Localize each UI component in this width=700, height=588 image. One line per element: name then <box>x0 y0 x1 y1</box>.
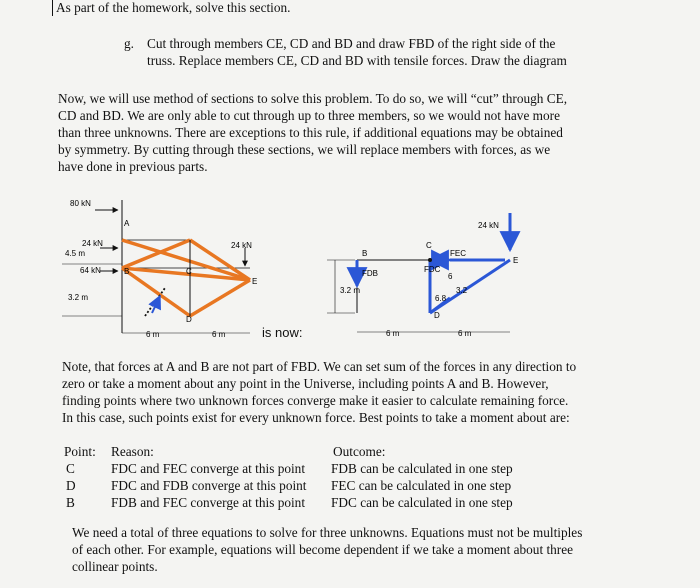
text-cursor <box>52 0 53 16</box>
row-reason: FDB and FEC converge at this point <box>111 495 306 510</box>
fbd-span-2: 6 m <box>458 329 472 338</box>
fbd-node-e: E <box>513 256 519 265</box>
fbd-force-fdc: FDC <box>424 265 441 274</box>
table-row <box>0 478 700 495</box>
fbd-load-24kn: 24 kN <box>478 221 499 230</box>
intro-line-5: have done in previous parts. <box>58 159 208 174</box>
node-d-left: D <box>186 315 192 324</box>
dim-32m: 3.2 m <box>68 293 89 302</box>
header-text: As part of the homework, solve this section. <box>56 0 291 15</box>
footer-line-1: We need a total of three equations to solve for three unknowns. Equations must not be multiples <box>72 525 583 540</box>
row-reason: FDC and FDB converge at this point <box>111 478 307 493</box>
note-line-2: zero or take a moment about any point in the Universe, including points A and B. However, <box>62 376 549 391</box>
header-outcome: Outcome: <box>333 444 386 459</box>
row-outcome: FEC can be calculated in one step <box>331 478 512 493</box>
node-b-left: B <box>124 267 130 276</box>
header-reason: Reason: <box>111 444 154 459</box>
row-point: B <box>66 495 75 510</box>
intro-line-4: by symmetry. By cutting through these sections, we will replace members with forces, as we <box>58 142 551 157</box>
fbd-span-1: 6 m <box>386 329 400 338</box>
fbd-slope-run: 6 <box>448 272 453 281</box>
section-line-1: Cut through members CE, CD and BD and draw FBD of the right side of the <box>147 36 556 51</box>
dim-45m: 4.5 m <box>65 249 86 258</box>
row-reason: FDC and FEC converge at this point <box>111 461 306 476</box>
right-fbd <box>327 213 510 332</box>
note-line-3: finding points where two unknown forces converge make it easier to calculate remaining force. <box>62 393 569 408</box>
load-80kn: 80 kN <box>70 199 91 208</box>
table-row <box>0 495 700 512</box>
row-point: D <box>66 478 76 493</box>
table-row <box>0 461 700 478</box>
row-outcome: FDC can be calculated in one step <box>331 495 513 510</box>
fbd-slope-rise: 3.2 <box>456 286 468 295</box>
row-outcome: FDB can be calculated in one step <box>331 461 513 476</box>
load-64kn: 64 kN <box>80 266 101 275</box>
section-letter: g. <box>124 36 134 51</box>
node-c-left: C <box>186 267 192 276</box>
load-24kn-left: 24 kN <box>82 239 103 248</box>
span-left-1: 6 m <box>146 330 160 338</box>
header-point: Point: <box>64 444 96 459</box>
footer-line-3: collinear points. <box>72 559 158 574</box>
fbd-node-c: C <box>426 241 432 250</box>
node-a-left: A <box>124 219 130 228</box>
fbd-node-b: B <box>362 249 368 258</box>
truss-diagrams <box>0 188 700 338</box>
note-line-4: In this case, such points exist for every unknown force. Best points to take a moment about are: <box>62 410 570 425</box>
fbd-force-fec: FEC <box>450 249 466 258</box>
intro-line-1: Now, we will use method of sections to solve this problem. To do so, we will “cut” through CE, <box>58 91 568 106</box>
load-24kn-mid: 24 kN <box>231 241 252 250</box>
intro-line-2: CD and BD. We are only able to cut through up to three members, so we would not have more <box>58 108 561 123</box>
span-left-2: 6 m <box>212 330 226 338</box>
fbd-force-fdb: FDB <box>362 269 378 278</box>
intro-line-3: than three unknowns. There are exceptions to this rule, if additional equations may be obtained <box>58 125 563 140</box>
node-e-left: E <box>252 277 258 286</box>
fbd-node-d: D <box>434 311 440 320</box>
is-now-label: is now: <box>262 325 303 340</box>
table-header <box>0 444 700 461</box>
footer-line-2: of each other. For example, equations will become dependent if we take a moment about three <box>72 542 574 557</box>
fbd-height: 3.2 m <box>340 286 361 295</box>
section-line-2: truss. Replace members CE, CD and BD with tensile forces. Draw the diagram <box>147 53 567 68</box>
note-line-1: Note, that forces at A and B are not part of FBD. We can set sum of the forces in any direction to <box>62 359 577 374</box>
row-point: C <box>66 461 75 476</box>
fbd-slope-hyp: 6.8 <box>435 294 447 303</box>
